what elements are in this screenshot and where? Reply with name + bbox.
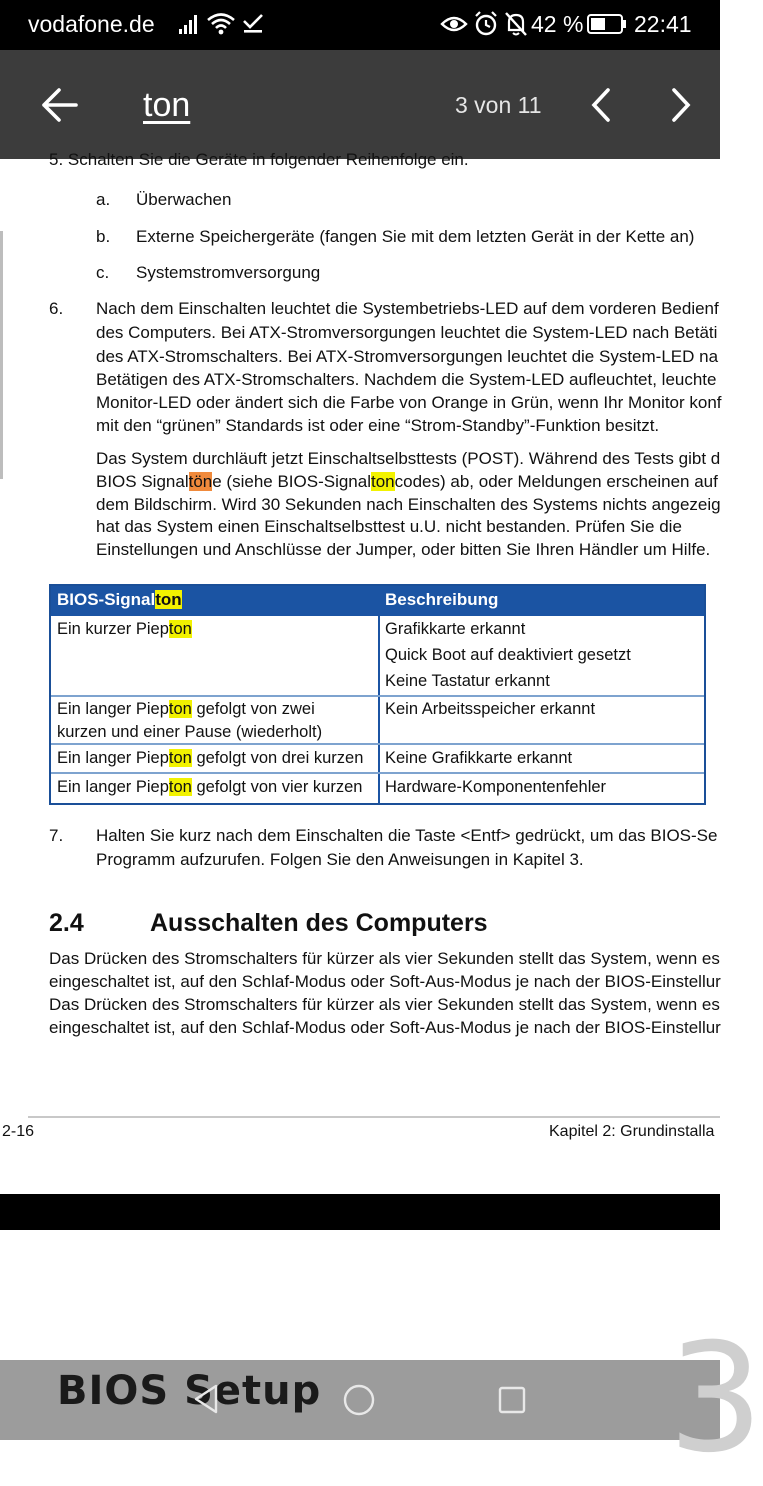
text-run: gefolgt von zwei — [191, 700, 315, 718]
table-row-signal — [57, 700, 315, 719]
post-paragraph-line — [96, 472, 718, 492]
table-row-description: Kein Arbeitsspeicher erkannt — [385, 700, 596, 718]
nav-back-icon[interactable] — [193, 1384, 219, 1414]
step6-line: Monitor-LED oder ändert sich die Farbe von Orange in Grün, wenn Ihr Monitor konf — [96, 393, 722, 412]
row-divider — [51, 772, 704, 774]
table-row-signal — [57, 778, 362, 797]
previous-match-icon[interactable] — [586, 86, 616, 124]
text-run: e (siehe BIOS-Signal — [212, 472, 371, 491]
eye-icon — [441, 12, 467, 36]
text-run: Ein langer Piep — [57, 778, 169, 796]
text-run: codes) ab, oder Meldungen erscheinen auf — [394, 472, 718, 491]
wifi-icon — [206, 12, 236, 36]
search-toolbar — [0, 50, 720, 159]
footer-rule — [28, 1116, 720, 1118]
step6-line: des ATX-Stromschalters. Bei ATX-Stromversorgungen leuchtet die System-LED na — [96, 347, 719, 366]
section-line: Das Drücken des Stromschalters für kürzer als vier Sekunden stellt das System, wenn es — [49, 995, 720, 1014]
step7-number: 7. — [49, 826, 64, 845]
bell-off-icon — [504, 11, 528, 37]
navigation-bar — [0, 1312, 763, 1486]
text-run: Ein langer Piep — [57, 700, 169, 718]
carrier-name: vodafone.de — [28, 11, 155, 37]
row-divider — [51, 695, 704, 697]
search-match: ton — [168, 778, 192, 796]
battery-percent: 42 % — [531, 11, 584, 37]
post-paragraph-line: dem Bildschirm. Wird 30 Sekunden nach Einschalten des Systems nichts angezeig — [96, 495, 721, 514]
table-row-signal: kurzen und einer Pause (wiederholt) — [57, 723, 323, 741]
step7-line: Halten Sie kurz nach dem Einschalten die Taste <Entf> gedrückt, um das BIOS-Se — [96, 826, 718, 845]
text-run: gefolgt von vier kurzen — [191, 778, 363, 796]
row-divider — [51, 743, 704, 745]
search-match: ton — [155, 590, 182, 609]
section-line: Das Drücken des Stromschalters für kürzer als vier Sekunden stellt das System, wenn es — [49, 949, 720, 968]
text-run: gefolgt von drei kurzen — [191, 749, 364, 767]
search-query[interactable]: ton — [143, 86, 191, 124]
step6-number: 6. — [49, 299, 64, 318]
table-row-signal — [57, 620, 192, 639]
step5-item-letter: b. — [96, 227, 111, 246]
status-bar — [0, 0, 720, 50]
step6-line: Betätigen des ATX-Stromschalters. Nachdem die System-LED aufleuchtet, leuchte — [96, 370, 717, 389]
text-run: BIOS-Signal — [57, 590, 156, 609]
step6-line: Nach dem Einschalten leuchtet die Systembetriebs-LED auf dem vorderen Bedienf — [96, 299, 719, 318]
text-run: Ein langer Piep — [57, 749, 169, 767]
signal-icon — [178, 14, 200, 34]
step5-header: 5. Schalten Sie die Geräte in folgender Reihenfolge ein. — [49, 150, 469, 169]
table-header-signal — [57, 590, 182, 610]
table-row-description: Hardware-Komponentenfehler — [385, 778, 607, 796]
table-row-description: Grafikkarte erkannt — [385, 620, 526, 638]
post-paragraph-line: Einstellungen und Anschlüsse der Jumper, oder bitten Sie Ihren Händler um Hilfe. — [96, 540, 711, 559]
step7-line: Programm aufzurufen. Folgen Sie den Anweisungen in Kapitel 3. — [96, 850, 584, 869]
table-row-description: Keine Grafikkarte erkannt — [385, 749, 573, 767]
battery-icon — [587, 14, 627, 34]
section-title: Ausschalten des Computers — [150, 909, 488, 937]
chapter-digit: 3 — [668, 1312, 763, 1486]
text-run: Ein kurzer Piep — [57, 620, 169, 638]
next-page-top[interactable] — [0, 1230, 720, 1360]
text-run: BIOS Signal — [96, 472, 189, 491]
search-match: ton — [168, 749, 192, 767]
scroll-indicator[interactable] — [0, 231, 3, 479]
table-header-row — [51, 586, 704, 616]
step5-item-text: Überwachen — [136, 190, 232, 209]
post-paragraph-line: Das System durchläuft jetzt Einschaltselbsttests (POST). Während des Tests gibt d — [96, 449, 721, 468]
section-line: eingeschaltet ist, auf den Schlaf-Modus oder Soft-Aus-Modus je nach der BIOS-Einstellur — [49, 1018, 721, 1037]
current-search-match: tön — [188, 472, 213, 491]
section-number: 2.4 — [49, 909, 84, 937]
bios-beep-table — [49, 584, 706, 805]
search-match: ton — [168, 620, 192, 638]
step5-item-letter: a. — [96, 190, 111, 209]
next-page-heading: BIOS Setup — [57, 1368, 322, 1414]
table-row-description: Keine Tastatur erkannt — [385, 672, 550, 690]
page-number: 2-16 — [2, 1123, 35, 1140]
post-paragraph-line: hat das System einen Einschaltselbsttest u.U. nicht bestanden. Prüfen Sie die — [96, 517, 682, 536]
clock: 22:41 — [634, 11, 692, 37]
column-divider — [378, 616, 380, 803]
step5-item-letter: c. — [96, 263, 110, 282]
search-match: ton — [371, 472, 395, 491]
alarm-icon — [474, 11, 498, 37]
nav-recents-icon[interactable] — [497, 1385, 527, 1415]
download-done-icon — [242, 12, 264, 34]
next-match-icon[interactable] — [666, 86, 696, 124]
table-header-description: Beschreibung — [385, 590, 499, 609]
search-match: ton — [168, 700, 192, 718]
nav-home-icon[interactable] — [342, 1383, 376, 1417]
step5-item-text: Systemstromversorgung — [136, 263, 321, 282]
match-counter: 3 von 11 — [455, 92, 542, 118]
step6-line: mit den “grünen” Standards ist oder eine “Strom-Standby”-Funktion besitzt. — [96, 416, 660, 435]
table-row-description: Quick Boot auf deaktiviert gesetzt — [385, 646, 631, 664]
back-arrow-icon[interactable] — [40, 86, 80, 124]
section-line: eingeschaltet ist, auf den Schlaf-Modus oder Soft-Aus-Modus je nach der BIOS-Einstellur — [49, 972, 721, 991]
chapter-footer: Kapitel 2: Grundinstalla — [549, 1123, 715, 1140]
step5-item-text: Externe Speichergeräte (fangen Sie mit dem letzten Gerät in der Kette an) — [136, 227, 695, 246]
document-page[interactable] — [0, 150, 722, 1194]
step6-line: des Computers. Bei ATX-Stromversorgungen leuchtet die System-LED nach Betäti — [96, 323, 718, 342]
page-gap — [0, 1194, 720, 1230]
table-row-signal — [57, 749, 363, 768]
